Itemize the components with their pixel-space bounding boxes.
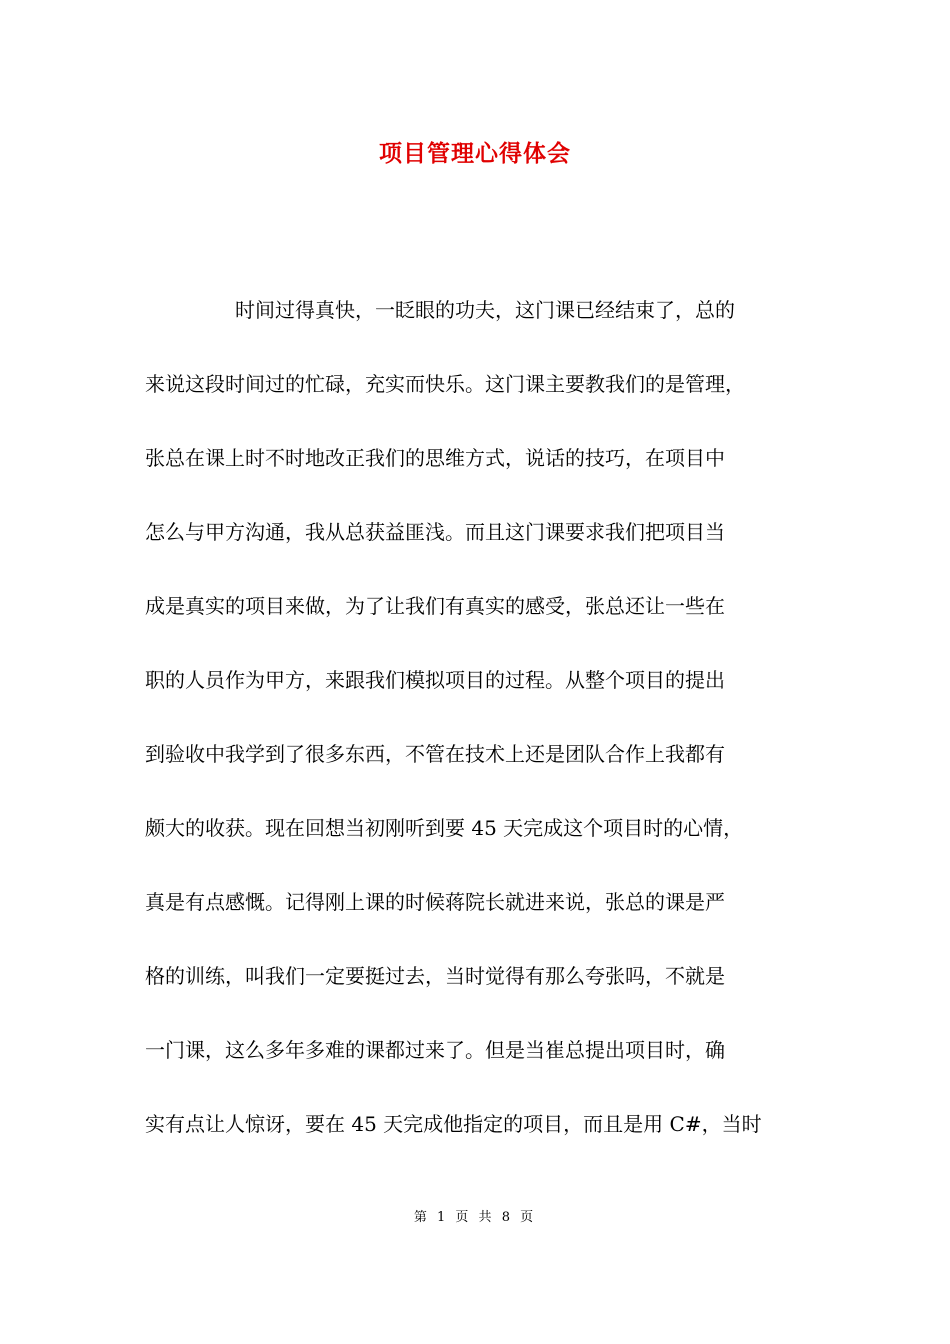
body-line: 格的训练，叫我们一定要挺过去，当时觉得有那么夸张吗，不就是: [145, 964, 725, 988]
body-line: 到验收中我学到了很多东西，不管在技术上还是团队合作上我都有: [145, 742, 725, 766]
body-line: 成是真实的项目来做，为了让我们有真实的感受，张总还让一些在: [145, 594, 725, 618]
body-line: 一门课，这么多年多难的课都过来了。但是当崔总提出项目时，确: [145, 1038, 725, 1062]
body-line: 颇大的收获。现在回想当初刚听到要 45 天完成这个项目时的心情，: [145, 816, 744, 840]
body-line: 张总在课上时不时地改正我们的思维方式，说话的技巧，在项目中: [145, 446, 725, 470]
body-line: 怎么与甲方沟通，我从总获益匪浅。而且这门课要求我们把项目当: [145, 520, 725, 544]
page-number-footer: 第 1 页 共 8 页: [413, 1210, 537, 1225]
body-paragraph: [145, 273, 810, 1161]
body-line: 时间过得真快，一眨眼的功夫，这门课已经结束了，总的: [235, 298, 735, 322]
body-line: 来说这段时间过的忙碌，充实而快乐。这门课主要教我们的是管理，: [145, 372, 745, 396]
document-title: 项目管理心得体会: [379, 140, 571, 167]
body-line: 职的人员作为甲方，来跟我们模拟项目的过程。从整个项目的提出: [145, 668, 725, 692]
body-line: 实有点让人惊讶，要在 45 天完成他指定的项目，而且是用 C#，当时: [145, 1112, 762, 1136]
body-line: 真是有点感慨。记得刚上课的时候蒋院长就进来说，张总的课是严: [145, 890, 725, 914]
